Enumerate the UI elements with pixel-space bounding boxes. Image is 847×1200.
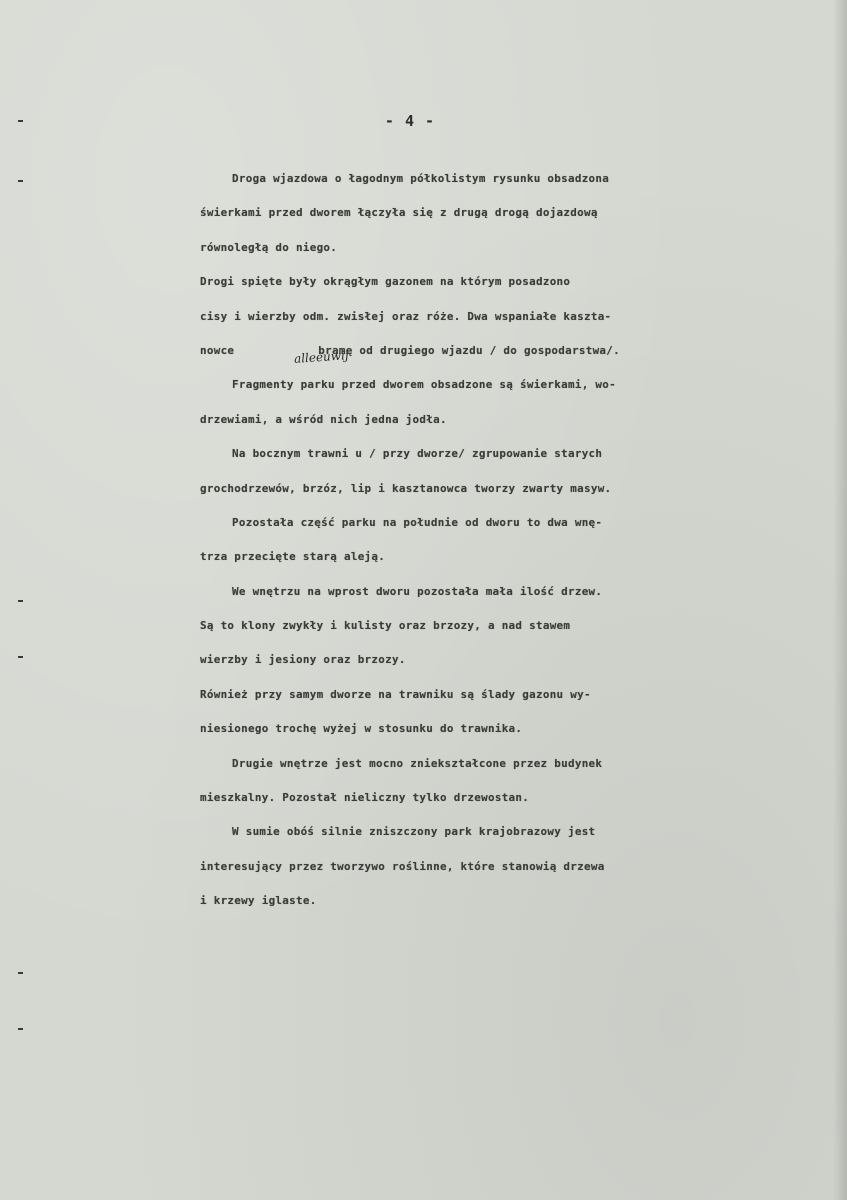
margin-tick: [18, 120, 23, 122]
text-line: Na bocznym trawni u / przy dworze/ zgrupowanie starych: [232, 447, 603, 461]
text-line: W sumie obóś silnie zniszczony park krajobrazowy jest: [232, 825, 596, 839]
text-line: We wnętrzu na wprost dworu pozostała mała ilość drzew.: [232, 584, 603, 598]
handwritten-note: alleeuwij: [293, 348, 350, 366]
text-line: cisy i wierzby odm. zwisłej oraz róże. Dwa wspaniałe kaszta-: [200, 309, 612, 323]
text-line: równoległą do niego.: [200, 240, 338, 254]
text-line: Fragmenty parku przed dworem obsadzone są świerkami, wo-: [232, 378, 616, 392]
margin-tick: [18, 1028, 23, 1030]
text-fragment: bramę od drugiego wjazdu / do gospodarstwa/.: [318, 343, 620, 357]
text-line: i krzewy iglaste.: [200, 894, 317, 908]
text-line-with-annotation: [200, 334, 840, 368]
text-line: niesionego trochę wyżej w stosunku do trawnika.: [200, 722, 523, 736]
margin-tick: [18, 656, 23, 658]
page-number: - 4 -: [384, 112, 436, 130]
margin-tick: [18, 972, 23, 974]
margin-tick: [18, 600, 23, 602]
text-line: mieszkalny. Pozostał nieliczny tylko drzewostan.: [200, 791, 530, 805]
text-line: interesujący przez tworzywo roślinne, które stanowią drzewa: [200, 859, 605, 873]
text-line: grochodrzewów, brzóz, lip i kasztanowca tworzy zwarty masyw.: [200, 481, 612, 495]
text-line: Pozostała część parku na południe od dworu to dwa wnę-: [232, 515, 603, 529]
margin-tick: [18, 180, 23, 182]
text-line: Są to klony zwykły i kulisty oraz brzozy, a nad stawem: [200, 619, 571, 633]
text-line: drzewiami, a wśród nich jedna jodła.: [200, 412, 447, 426]
text-line: Również przy samym dworze na trawniku są ślady gazonu wy-: [200, 687, 591, 701]
text-line: świerkami przed dworem łączyła się z drugą drogą dojazdową: [200, 206, 598, 220]
typewritten-body: [200, 162, 840, 919]
text-line: Drugie wnętrze jest mocno zniekształcone przez budynek: [232, 756, 603, 770]
text-fragment: nowce: [200, 343, 235, 357]
text-line: Droga wjazdowa o łagodnym półkolistym rysunku obsadzona: [232, 172, 610, 185]
text-line: Drogi spięte były okrągłym gazonem na którym posadzono: [200, 275, 571, 289]
text-line: wierzby i jesiony oraz brzozy.: [200, 653, 406, 667]
text-line: trza przecięte starą aleją.: [200, 550, 386, 564]
